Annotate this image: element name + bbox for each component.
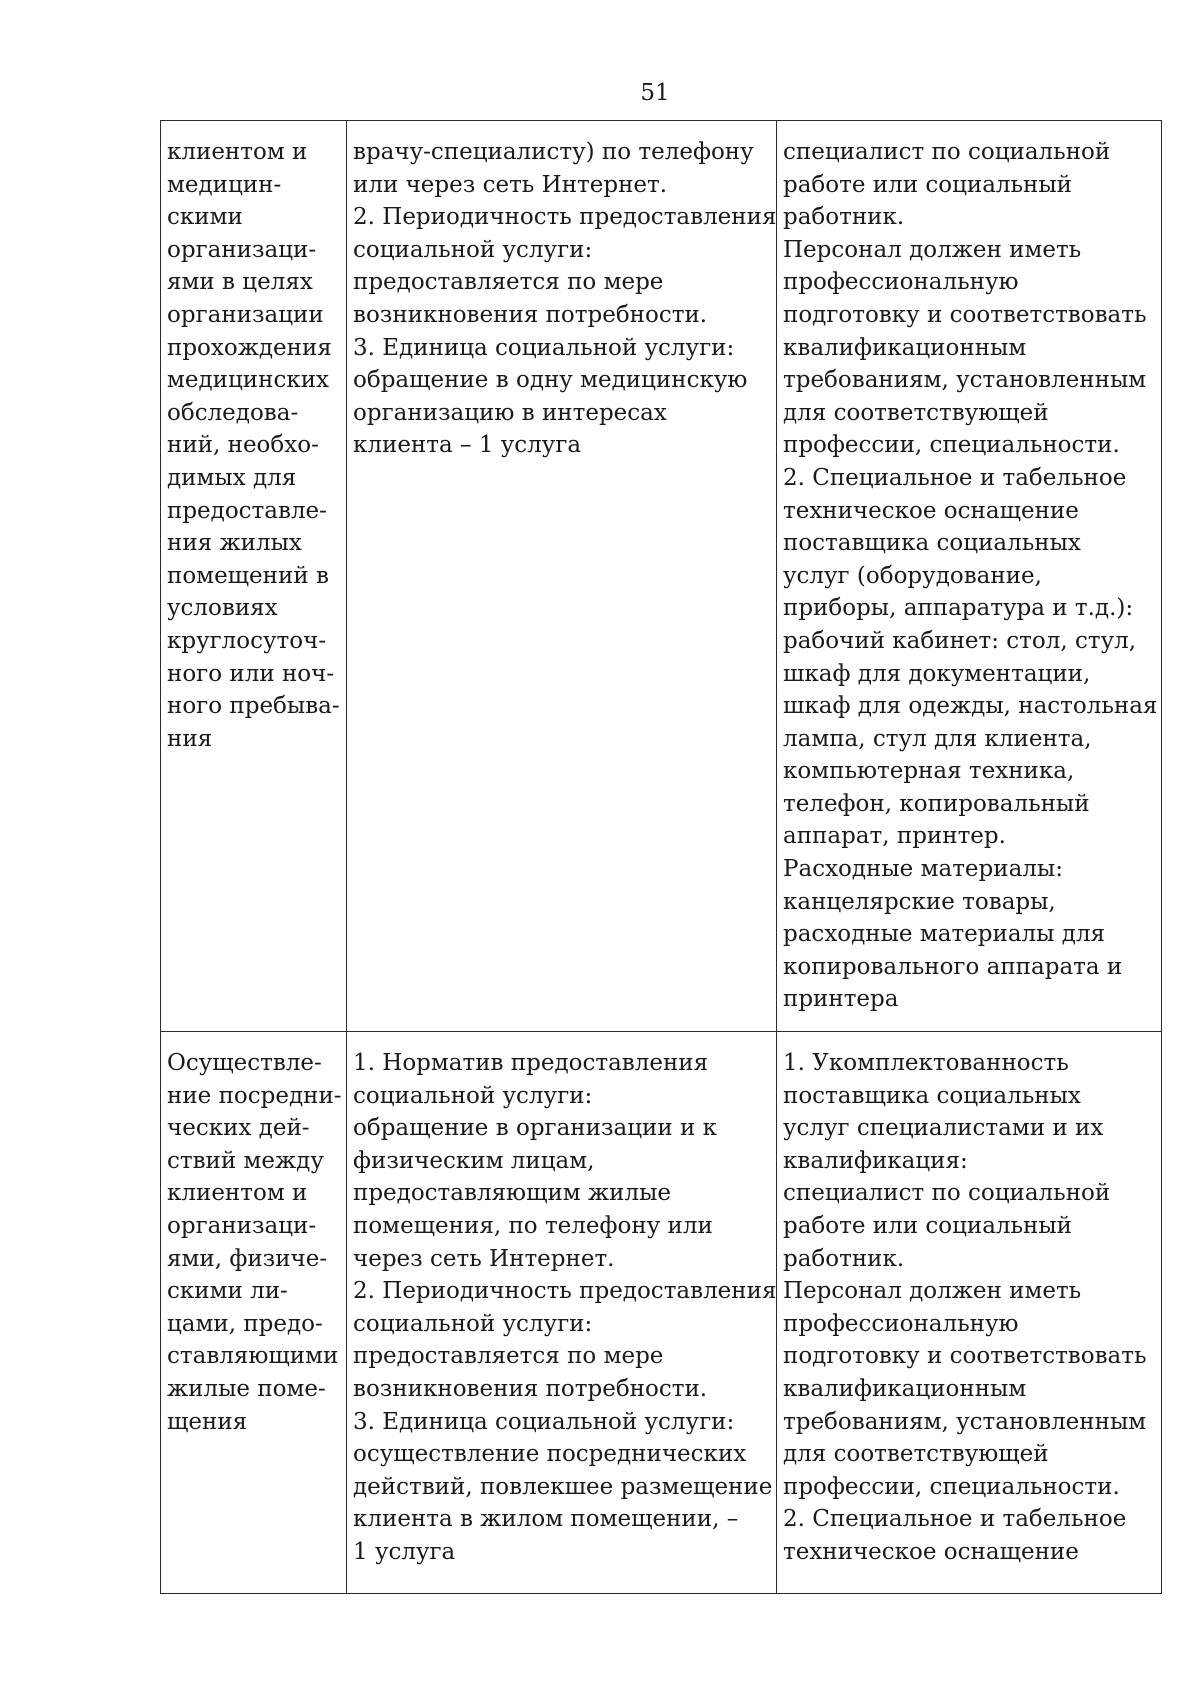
table-row xyxy=(161,121,1162,1032)
text-line: 2. Периодичность предоставления xyxy=(353,204,777,231)
text-line: возникновения потребности. xyxy=(353,1375,708,1402)
text-line: организаци- xyxy=(167,1212,317,1239)
text-line: для соответствующей xyxy=(783,399,1049,426)
text-line: подготовку и соответствовать xyxy=(783,301,1147,328)
text-line: 2. Специальное и табельное xyxy=(783,464,1127,491)
text-line: услуг специалистами и их xyxy=(783,1115,1104,1142)
text-line: специалист по социальной xyxy=(783,1180,1111,1207)
text-line: ний, необхо- xyxy=(167,432,319,459)
text-line: обследова- xyxy=(167,399,299,426)
text-line: телефон, копировальный xyxy=(783,790,1090,817)
text-line: техническое оснащение xyxy=(783,497,1079,524)
text-line: 2. Периодичность предоставления xyxy=(353,1278,777,1305)
text-line: 3. Единица социальной услуги: xyxy=(353,334,735,361)
text-line: клиента в жилом помещении, – xyxy=(353,1506,739,1533)
text-line: возникновения потребности. xyxy=(353,301,708,328)
text-line: квалификация: xyxy=(783,1147,968,1174)
text-line: профессии, специальности. xyxy=(783,1473,1120,1500)
text-line: физическим лицам, xyxy=(353,1147,595,1174)
text-line: через сеть Интернет. xyxy=(353,1245,615,1272)
text-line: ния xyxy=(167,725,213,752)
text-line: помещений в xyxy=(167,562,329,589)
text-line: клиентом и xyxy=(167,139,308,165)
text-line: работе или социальный xyxy=(783,171,1073,198)
text-line: компьютерная техника, xyxy=(783,758,1075,785)
text-line: ствий между xyxy=(167,1147,324,1174)
text-line: врачу-специалисту) по телефону xyxy=(353,139,754,165)
text-line: организацию в интересах xyxy=(353,399,667,426)
text-line: 2. Специальное и табельное xyxy=(783,1506,1127,1533)
text-line: действий, повлекшее размещение xyxy=(353,1473,773,1500)
text-line: рабочий кабинет: стол, стул, xyxy=(783,627,1137,654)
service-name-cell xyxy=(161,121,347,1032)
text-line: 1. Норматив предоставления xyxy=(353,1050,709,1076)
text-line: ями в целях xyxy=(167,269,313,296)
text-line: 1 услуга xyxy=(353,1538,456,1565)
text-line: приборы, аппаратура и т.д.): xyxy=(783,595,1134,622)
text-line: поставщика социальных xyxy=(783,1082,1081,1109)
text-line: ями, физиче- xyxy=(167,1245,328,1272)
text-line: лампа, стул для клиента, xyxy=(783,725,1092,752)
text-line: требованиям, установленным xyxy=(783,367,1147,394)
text-line: шкаф для документации, xyxy=(783,660,1091,687)
text-line: расходные материалы для xyxy=(783,921,1106,948)
service-terms-cell xyxy=(347,1032,777,1594)
text-line: ного или ноч- xyxy=(167,660,335,687)
text-line: скими xyxy=(167,204,243,231)
text-line: социальной услуги: xyxy=(353,1310,593,1337)
text-line: поставщика социальных xyxy=(783,530,1081,557)
text-line: Персонал должен иметь xyxy=(783,1278,1082,1305)
text-line: предоставле- xyxy=(167,497,327,524)
text-line: ние посредни- xyxy=(167,1082,342,1109)
text-line: организаци- xyxy=(167,236,317,263)
text-line: техническое оснащение xyxy=(783,1538,1079,1565)
text-line: профессиональную xyxy=(783,269,1019,296)
services-table xyxy=(160,120,1162,1594)
text-line: осуществление посреднических xyxy=(353,1441,747,1468)
text-line: работе или социальный xyxy=(783,1212,1073,1239)
text-line: требованиям, установленным xyxy=(783,1408,1147,1435)
text-line: квалификационным xyxy=(783,334,1027,361)
text-line: канцелярские товары, xyxy=(783,888,1056,915)
text-line: ставляющими xyxy=(167,1343,339,1370)
text-line: помещения, по телефону или xyxy=(353,1212,713,1239)
text-line: предоставляется по мере xyxy=(353,269,664,296)
text-line: для соответствующей xyxy=(783,1441,1049,1468)
text-line: прохождения xyxy=(167,334,332,361)
text-line: специалист по социальной xyxy=(783,139,1111,165)
text-line: ного пребыва- xyxy=(167,693,340,720)
text-line: цами, предо- xyxy=(167,1310,323,1337)
service-name-cell xyxy=(161,1032,347,1594)
text-line: обращение в организации и к xyxy=(353,1115,717,1142)
text-line: ния жилых xyxy=(167,530,302,557)
text-line: димых для xyxy=(167,464,297,491)
text-line: обращение в одну медицинскую xyxy=(353,367,748,394)
service-requirements-cell xyxy=(777,1032,1162,1594)
text-line: круглосуточ- xyxy=(167,627,327,654)
text-line: жилые поме- xyxy=(167,1375,326,1402)
text-line: Персонал должен иметь xyxy=(783,236,1082,263)
text-line: социальной услуги: xyxy=(353,236,593,263)
text-line: или через сеть Интернет. xyxy=(353,171,668,198)
text-line: работник. xyxy=(783,204,905,231)
text-line: Осуществле- xyxy=(167,1050,322,1076)
service-requirements-cell xyxy=(777,121,1162,1032)
text-line: медицинских xyxy=(167,367,329,394)
text-line: клиентом и xyxy=(167,1180,308,1207)
text-line: клиента – 1 услуга xyxy=(353,432,582,459)
text-line: скими ли- xyxy=(167,1278,288,1305)
text-line: ческих дей- xyxy=(167,1115,310,1142)
text-line: принтера xyxy=(783,986,899,1013)
service-terms-cell xyxy=(347,121,777,1032)
text-line: предоставляется по мере xyxy=(353,1343,664,1370)
text-line: социальной услуги: xyxy=(353,1082,593,1109)
text-line: профессии, специальности. xyxy=(783,432,1120,459)
text-line: щения xyxy=(167,1408,248,1435)
text-line: подготовку и соответствовать xyxy=(783,1343,1147,1370)
text-line: 1. Укомплектованность xyxy=(783,1050,1069,1076)
text-line: профессиональную xyxy=(783,1310,1019,1337)
table-row xyxy=(161,1032,1162,1594)
text-line: копировального аппарата и xyxy=(783,953,1123,980)
text-line: услуг (оборудование, xyxy=(783,562,1042,589)
text-line: организации xyxy=(167,301,324,328)
text-line: работник. xyxy=(783,1245,905,1272)
text-line: квалификационным xyxy=(783,1375,1027,1402)
text-line: шкаф для одежды, настольная xyxy=(783,693,1158,720)
text-line: аппарат, принтер. xyxy=(783,823,1006,850)
text-line: предоставляющим жилые xyxy=(353,1180,672,1207)
page-number: 51 xyxy=(640,80,670,106)
text-line: 3. Единица социальной услуги: xyxy=(353,1408,735,1435)
text-line: медицин- xyxy=(167,171,282,198)
text-line: Расходные материалы: xyxy=(783,856,1063,883)
text-line: условиях xyxy=(167,595,278,622)
